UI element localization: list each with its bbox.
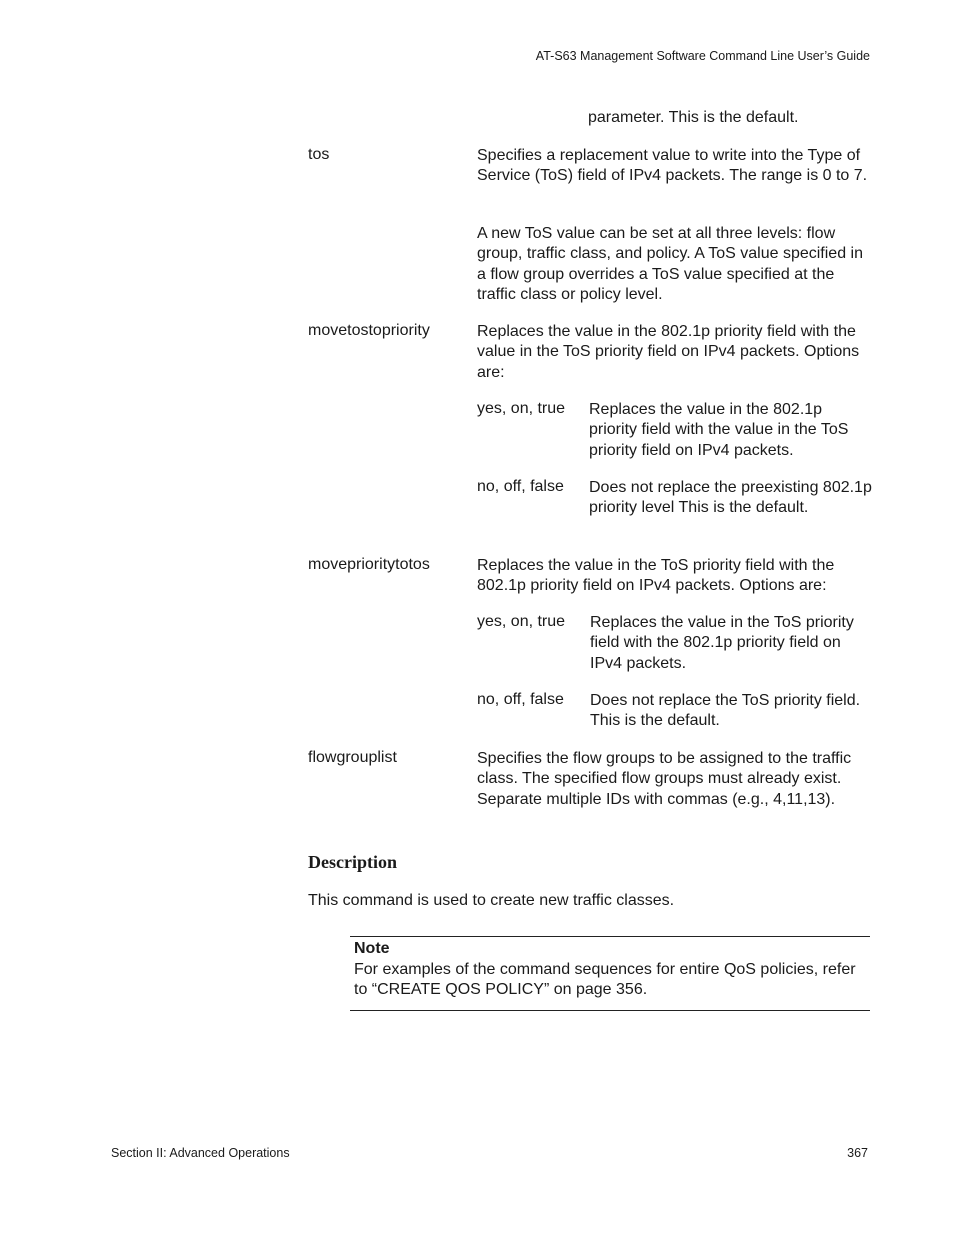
section-heading-description: Description [308,852,397,872]
continuation-text: parameter. This is the default. [588,109,799,126]
param-term-flowgrouplist: flowgrouplist [308,749,397,766]
page-number: 367 [847,1146,868,1160]
option-label-yes: yes, on, true [477,613,566,630]
option-label-no: no, off, false [477,478,564,495]
param-desc-moveprioritytotos: Replaces the value in the ToS priority field with the 802.1p priority field on IPv4 packets. Options are: [477,557,835,595]
note-title: Note [354,940,390,957]
param-term-moveprioritytotos: moveprioritytotos [308,556,430,573]
option-label-yes: yes, on, true [477,400,566,417]
param-desc-tos: Specifies a replacement value to write into the Type of Service (ToS) field of IPv4 packets. The range is 0 to 7. [477,147,868,185]
param-term-tos: tos [308,146,330,163]
footer-section: Section II: Advanced Operations [111,1146,290,1160]
option-desc-yes: Replaces the value in the 802.1p priority field with the value in the ToS priority field on IPv4 packets. [589,401,849,459]
option-desc-yes: Replaces the value in the ToS priority field with the 802.1p priority field on IPv4 packets. [590,614,854,672]
option-desc-no: Does not replace the ToS priority field. This is the default. [590,692,861,730]
option-desc-no: Does not replace the preexisting 802.1p priority level This is the default. [589,479,872,517]
param-term-movetostopriority: movetostopriority [308,322,430,339]
description-text: This command is used to create new traffic classes. [308,892,675,909]
param-desc-tos-levels: A new ToS value can be set at all three levels: flow group, traffic class, and policy. A ToS value specified in a flow group overrides a ToS value specified at the traffic class or policy level. [477,225,863,303]
running-header: AT-S63 Management Software Command Line User’s Guide [535,49,870,63]
option-label-no: no, off, false [477,691,564,708]
param-desc-movetostopriority: Replaces the value in the 802.1p priority field with the value in the ToS priority field on IPv4 packets. Options are: [477,323,860,381]
note-text: For examples of the command sequences for entire QoS policies, refer to “CREATE QOS POLICY” on page 356. [354,961,856,999]
param-desc-flowgrouplist: Specifies the flow groups to be assigned to the traffic class. The specified flow groups must already exist. Separate multiple IDs with commas (e.g., 4,11,13). [477,750,852,808]
